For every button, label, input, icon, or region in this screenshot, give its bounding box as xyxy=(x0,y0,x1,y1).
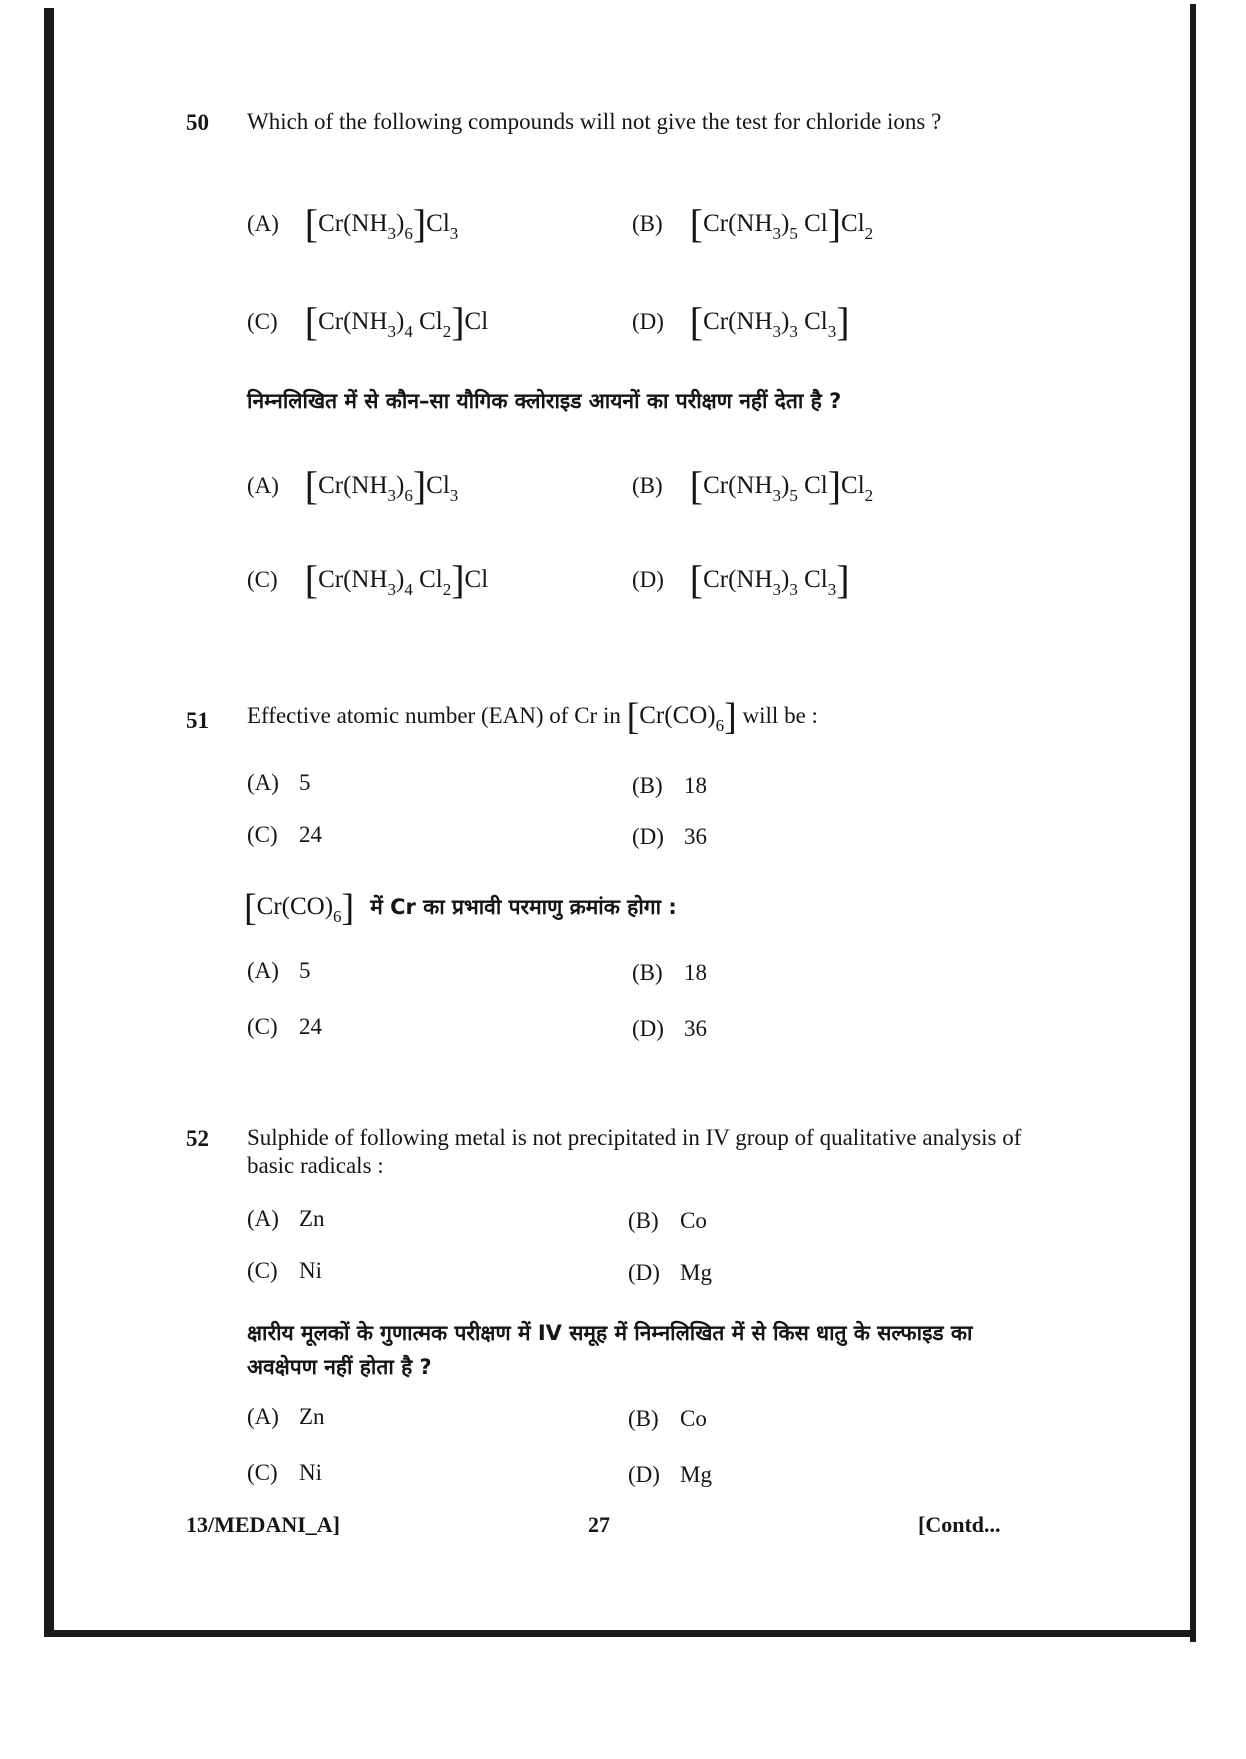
footer-page-number: 27 xyxy=(588,1512,610,1537)
question-number-51: 51 xyxy=(186,708,209,733)
formula: [$Cr(NH_3)_5$ $Cl]Cl_2$ xyxy=(689,463,874,508)
q50-option-d-hi: (D) [$Cr(NH_3)_3$ $Cl_3$] xyxy=(632,557,850,602)
q51-option-d-en: (D) 36 xyxy=(632,824,707,849)
q51-option-d-hi: (D) 36 xyxy=(632,1016,707,1041)
q50-option-a-en: (A) $[Cr(NH_3)_6]Cl_3$ xyxy=(247,201,459,246)
q52-option-b-en: (B) Co xyxy=(628,1208,707,1233)
question-52-text-hi: क्षारीय मूलकों के गुणात्मक परीक्षण में IV समूह में निम्नलिखित में से किस धातु के सल्फाइड का अवक्षेपण नहीं होता है ? xyxy=(247,1321,973,1379)
question-51-text-en: Effective atomic number (EAN) of Cr in $[Cr(CO)_6]$ will be : xyxy=(247,696,818,738)
formula: [$Cr(NH_3)_4$ $Cl_2]Cl$ xyxy=(304,299,489,344)
q52-option-d-hi: (D) Mg xyxy=(628,1462,712,1487)
question-50-text-hi: निम्नलिखित में से कौन–सा यौगिक क्लोराइड आयनों का परीक्षण नहीं देता है ? xyxy=(247,389,842,413)
q52-option-c-hi: (C) Ni xyxy=(247,1460,322,1485)
question-number-50: 50 xyxy=(186,110,209,135)
question-51-text-hi: $[Cr(CO)_6]$ में Cr का प्रभावी परमाणु क्रमांक होगा : xyxy=(244,887,677,929)
q52-option-d-en: (D) Mg xyxy=(628,1260,712,1285)
footer-continued: [Contd... xyxy=(918,1512,1001,1537)
q52-option-a-hi: (A) Zn xyxy=(247,1404,325,1429)
page-border-bottom xyxy=(44,1630,1196,1637)
page-border-left xyxy=(44,8,54,1632)
q50-option-a-hi: (A) $[Cr(NH_3)_6]Cl_3$ xyxy=(247,463,459,508)
q50-option-b-en: (B) [$Cr(NH_3)_5$ $Cl]Cl_2$ xyxy=(632,201,874,246)
formula: $[Cr(NH_3)_6]Cl_3$ xyxy=(304,201,459,246)
q51-option-a-en: (A) 5 xyxy=(247,770,311,795)
footer-paper-code: 13/MEDANI_A] xyxy=(186,1512,340,1537)
q52-option-c-en: (C) Ni xyxy=(247,1258,322,1283)
q52-option-b-hi: (B) Co xyxy=(628,1406,707,1431)
formula: [$Cr(NH_3)_5$ $Cl]Cl_2$ xyxy=(689,201,874,246)
question-number-52: 52 xyxy=(186,1126,209,1151)
formula: $[Cr(NH_3)_6]Cl_3$ xyxy=(304,463,459,508)
q51-option-c-en: (C) 24 xyxy=(247,822,322,847)
q51-option-c-hi: (C) 24 xyxy=(247,1014,322,1039)
q52-option-a-en: (A) Zn xyxy=(247,1206,325,1231)
q51-option-a-hi: (A) 5 xyxy=(247,958,311,983)
q50-option-c-en: (C) [$Cr(NH_3)_4$ $Cl_2]Cl$ xyxy=(247,299,489,344)
formula-cr-co6: $[Cr(CO)_6]$ xyxy=(244,887,355,929)
q50-option-c-hi: (C) [$Cr(NH_3)_4$ $Cl_2]Cl$ xyxy=(247,557,489,602)
q50-option-b-hi: (B) [$Cr(NH_3)_5$ $Cl]Cl_2$ xyxy=(632,463,874,508)
q51-option-b-hi: (B) 18 xyxy=(632,960,707,985)
page-border-right xyxy=(1190,4,1196,1642)
q50-option-d-en: (D) [$Cr(NH_3)_3$ $Cl_3$] xyxy=(632,299,850,344)
formula: [$Cr(NH_3)_3$ $Cl_3$] xyxy=(689,557,850,602)
question-52-text-en: Sulphide of following metal is not precipitated in IV group of qualitative analysis of basic radicals : xyxy=(247,1125,1022,1178)
formula: [$Cr(NH_3)_3$ $Cl_3$] xyxy=(689,299,850,344)
formula-cr-co6: $[Cr(CO)_6]$ xyxy=(626,696,737,738)
question-50-text-en: Which of the following compounds will not give the test for chloride ions ? xyxy=(247,109,942,134)
q51-option-b-en: (B) 18 xyxy=(632,773,707,798)
formula: [$Cr(NH_3)_4$ $Cl_2]Cl$ xyxy=(304,557,489,602)
